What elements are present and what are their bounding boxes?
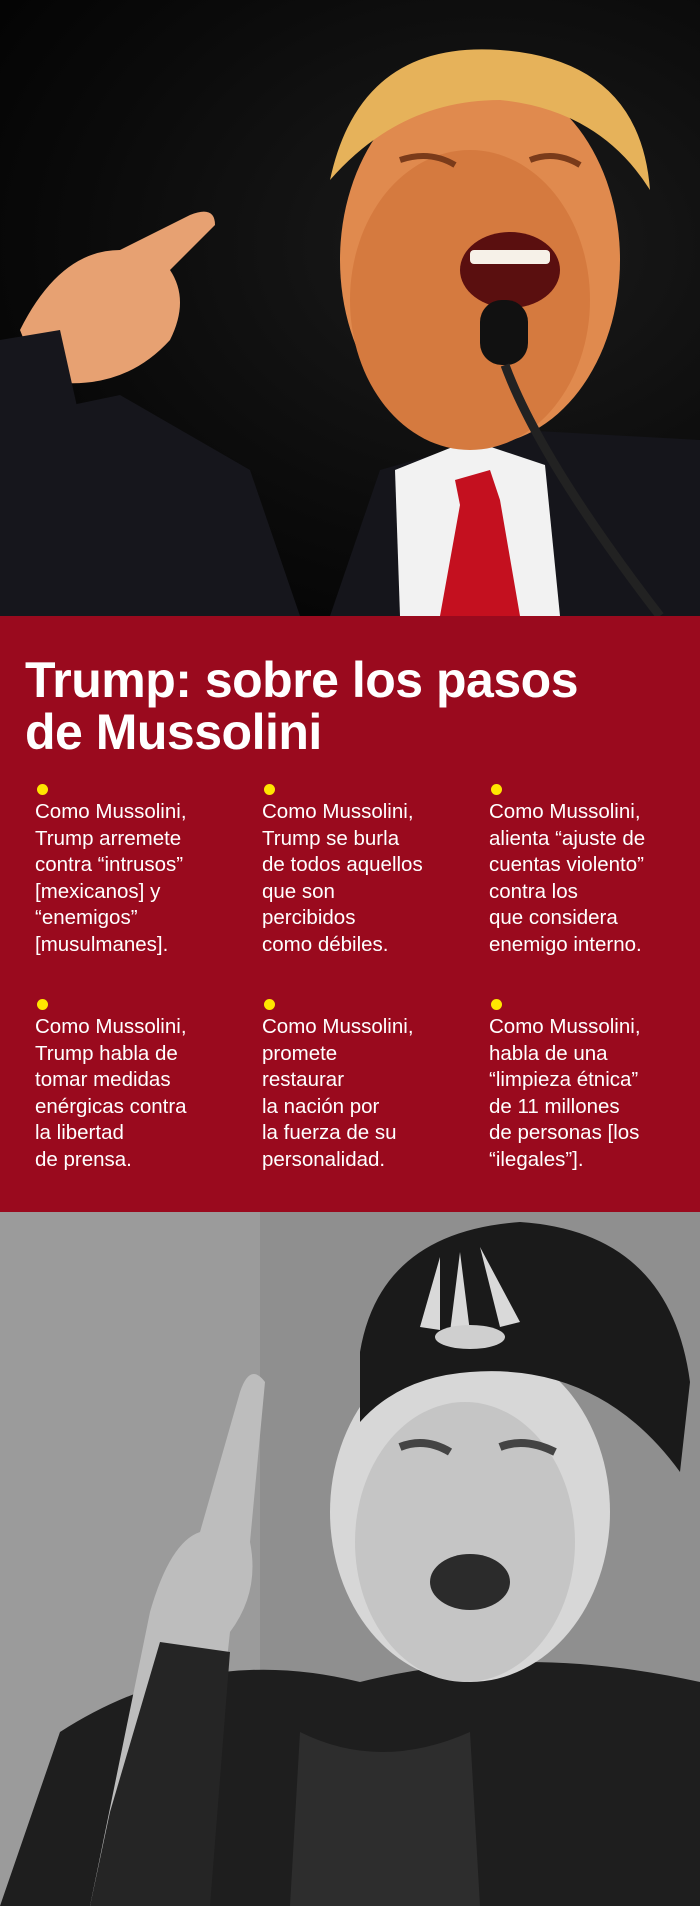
comparison-item (262, 784, 462, 958)
comparison-item (489, 999, 689, 1173)
comparison-text: Como Mussolini, Trump se burla de todos aquellos que son percibidos como débiles. (262, 800, 423, 956)
comparison-text: Como Mussolini, alienta “ajuste de cuentas violento” contra los que considera enemigo interno. (489, 800, 646, 956)
bullet-icon (37, 784, 48, 795)
comparison-item (262, 999, 462, 1173)
comparison-item (35, 999, 235, 1173)
bullet-icon (37, 999, 48, 1010)
mussolini-photo (0, 1212, 700, 1906)
bullet-icon (491, 999, 502, 1010)
headline-line-2: de Mussolini (25, 704, 322, 760)
headline-line-1: Trump: sobre los pasos (25, 652, 579, 708)
bullet-icon (264, 784, 275, 795)
mussolini-illustration (0, 1212, 700, 1906)
info-panel (0, 616, 700, 1212)
trump-illustration (0, 0, 700, 616)
headline (25, 654, 685, 758)
trump-photo (0, 0, 700, 616)
comparison-text: Como Mussolini, promete restaurar la nación por la fuerza de su personalidad. (262, 1015, 414, 1171)
comparison-text: Como Mussolini, Trump habla de tomar medidas enérgicas contra la libertad de prensa. (35, 1015, 187, 1171)
comparison-item (489, 784, 689, 958)
bullet-icon (491, 784, 502, 795)
bullet-icon (264, 999, 275, 1010)
comparison-text: Como Mussolini, Trump arremete contra “intrusos” [mexicanos] y “enemigos” [musulmanes]. (35, 800, 187, 956)
comparison-text: Como Mussolini, habla de una “limpieza étnica” de 11 millones de personas [los “ilegales”]. (489, 1015, 641, 1171)
comparison-item (35, 784, 235, 958)
